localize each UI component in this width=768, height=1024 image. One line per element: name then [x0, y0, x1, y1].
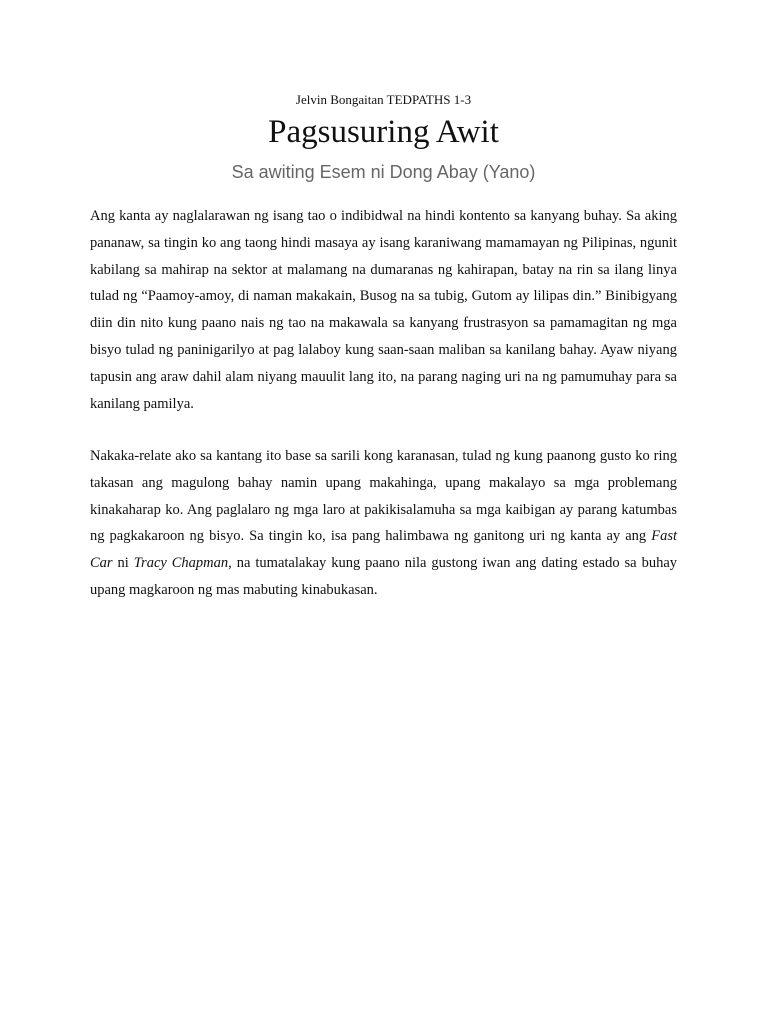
paragraph-2-text [90, 443, 677, 604]
artist-name: Tracy Chapman [133, 555, 229, 572]
paragraph-1-text: Ang kanta ay naglalarawan ng isang tao o indibidwal na hindi kontento sa kanyang buhay. Sa aking pananaw, sa tingin ko ang taong hindi masaya ay isang karaniwang mamamayan ng Pilipinas, ngunit kabilang sa mahirap na sektor at malamang na dumaranas ng kahirapan, batay na rin sa ilang linya tulad ng “Paamoy-amoy, di naman makakain, Busog na sa tubig, Gutom ay lilipas din.” Binibigyang diin din nito kung paano nais ng tao na makawala sa kanyang frustrasyon sa pamamagitan ng mga bisyo tulad ng paninigarilyo at pag lalaboy kung saan-saan maliban sa kanilang bahay. Ayaw niyang tapusin ang araw dahil alam niyang mauulit lang ito, na parang naging uri na ng pamumuhay para sa kanilang pamilya. [90, 208, 677, 412]
page-subtitle: Sa awiting Esem ni Dong Abay (Yano) [231, 162, 536, 182]
paragraph-2-part-2: ni [112, 555, 134, 572]
author-line: Jelvin Bongaitan TEDPATHS 1-3 [295, 92, 472, 107]
song-title-fast-car: Fast Car [90, 528, 677, 572]
page-title: Pagsusuring Awit [268, 114, 499, 150]
paragraph-2-part-3: , na tumatalakay kung paano nila gustong iwan ang dating estado sa buhay upang magkaroon ng mas mabuting kinabukasan. [90, 555, 678, 598]
paragraph-2-part-1: Nakaka-relate ako sa kantang ito base sa sarili kong karanasan, tulad ng kung paanong gusto ko ring takasan ang magulong bahay namin upang makahinga, upang makalayo sa mga problemang kinakaharap ko. Ang paglalaro ng mga laro at pakikisalamuha sa mga kaibigan ay parang katumbas ng pagkakaroon ng bisyo. Sa tingin ko, isa pang halimbawa ng ganitong uri ng kanta ay ang [90, 448, 677, 545]
paragraph-1 [90, 203, 677, 417]
paragraph-2 [90, 443, 677, 604]
